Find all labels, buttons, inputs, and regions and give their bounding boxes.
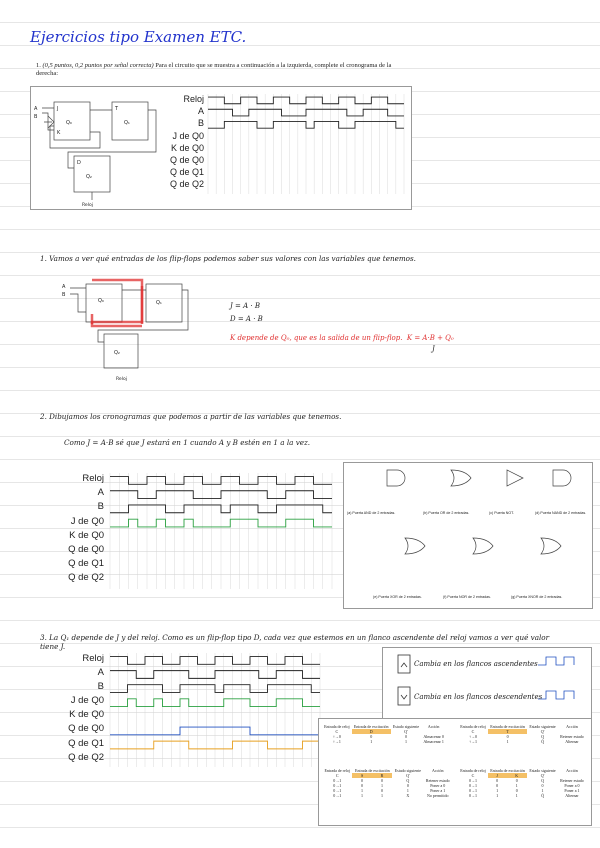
- signal-label: Reloj: [82, 473, 104, 484]
- ff-falling-icon: [398, 687, 410, 705]
- signal-label: B: [197, 118, 204, 129]
- svg-text:D: D: [77, 160, 81, 166]
- step1-text: 1. Vamos a ver qué entradas de los flip-flops podemos saber sus valores con las variables que tenemos.: [40, 254, 416, 263]
- svg-text:Reloj: Reloj: [82, 203, 93, 208]
- signal-label: Reloj: [183, 94, 204, 104]
- svg-text:Q₀: Q₀: [98, 298, 104, 304]
- svg-text:Q₁: Q₁: [156, 300, 162, 306]
- clock-wave: [110, 657, 320, 665]
- problem-text: Para el circuito que se muestra a continuación a la izquierda, complete el cronograma de la derecha:: [36, 62, 392, 77]
- timing-diagram-2: [110, 473, 332, 589]
- circuit-diagram: [34, 96, 164, 206]
- rising-edge-label: Cambia en los flancos ascendentes: [414, 660, 538, 668]
- timing-diagram-3: [110, 653, 320, 767]
- signal-label: K de Q0: [170, 142, 204, 153]
- or-gate-icon: [451, 470, 471, 486]
- signal-label: Q de Q1: [68, 558, 104, 570]
- timing-labels-3: [56, 653, 104, 766]
- signal-label: Q de Q0: [68, 543, 104, 555]
- timing-labels-1: [164, 94, 204, 192]
- falling-wave-icon: [538, 691, 574, 699]
- clock-wave: [208, 97, 404, 104]
- svg-text:K: K: [57, 130, 61, 136]
- signal-label: Q de Q2: [169, 179, 204, 190]
- step3-text: 3. La Q₁ depende de J y del reloj. Como es un flip-flop tipo D, cada vez que estemos en un flanco ascendente del reloj vamos a ver qué valor tiene J.: [40, 633, 550, 651]
- svg-text:(b) Puerta OR de 2 entradas.: (b) Puerta OR de 2 entradas.: [423, 511, 470, 515]
- signal-label: Q de Q1: [68, 737, 104, 749]
- t-flipflop-table: Entrada de reloj Entrada de excitación Estado siguiente Acción C T Q' ↑→0 0 Q Retener estado ↑→1 1 Q̄ Alternar: [460, 724, 584, 744]
- signal-label: B: [97, 681, 104, 693]
- jk-flipflop-table: Entrada de reloj Entrada de excitación Estado siguiente Acción C J K Q' 0→1 0 0 Q Retener estado 0→1 0 1 0 Poner a 0 0→1 1 0 1 Poner a 1 0→1 1 1 Q̄ Alternar: [460, 768, 584, 798]
- svg-text:(g) Puerta XNOR de 2 entradas.: (g) Puerta XNOR de 2 entradas.: [511, 595, 563, 599]
- a-wave: [110, 671, 320, 679]
- signal-label: Q de Q1: [169, 167, 204, 178]
- signal-label: Q de Q0: [169, 154, 204, 165]
- page-title: Ejercicios tipo Examen ETC.: [30, 28, 247, 46]
- signal-label: A: [97, 667, 104, 679]
- edge-legend-drawing: [382, 647, 590, 717]
- step2-text: 2. Dibujamos los cronogramas que podemos a partir de las variables que tenemos.: [40, 412, 342, 421]
- svg-text:Q₀: Q₀: [66, 120, 72, 126]
- svg-text:(e) Puerta XOR de 2 entradas.: (e) Puerta XOR de 2 entradas.: [373, 595, 422, 599]
- equation-j: J = A · B: [230, 302, 260, 310]
- signal-label: Q de Q0: [68, 723, 104, 735]
- problem-points: (0,5 puntos, 0,2 puntos por señal correcta): [42, 62, 154, 69]
- svg-text:(f) Puerta NOR de 2 entradas.: (f) Puerta NOR de 2 entradas.: [443, 595, 491, 599]
- step2-note: Como J = A·B sé que J estará en 1 cuando A y B estén en 1 a la vez.: [64, 438, 311, 447]
- svg-text:(c) Puerta NOT.: (c) Puerta NOT.: [489, 511, 514, 515]
- svg-text:J: J: [57, 106, 59, 112]
- signal-label: B: [97, 501, 104, 513]
- svg-text:B: B: [62, 292, 66, 298]
- signal-label: Q de Q2: [68, 751, 104, 763]
- svg-text:Q₁: Q₁: [124, 120, 130, 126]
- nand-gate-icon: [553, 470, 571, 486]
- a-wave: [110, 491, 332, 499]
- problem-number: 1.: [36, 62, 41, 69]
- svg-text:Reloj: Reloj: [116, 377, 127, 382]
- equation-k: K depende de Q₀, que es la salida de un flip-flop. K = A·B + Q₀: [230, 334, 454, 342]
- signal-label: Reloj: [82, 653, 104, 664]
- signal-label: J de Q0: [172, 130, 204, 141]
- equation-d: D = A · B: [230, 315, 263, 323]
- rising-wave-icon: [538, 657, 574, 665]
- a-wave: [208, 109, 404, 116]
- d-flipflop-table: Entrada de reloj Entrada de excitación Estado siguiente Acción C D Q' ↑→0 0 0 Almacenar 0 ↑→1 1 1 Almacenar 1: [324, 724, 444, 744]
- equation-k-denominator: J: [432, 345, 435, 353]
- ff-rising-icon: [398, 655, 410, 673]
- circuit-label-a: A: [34, 106, 38, 112]
- b-wave: [208, 121, 404, 128]
- signal-label: A: [197, 106, 204, 117]
- logic-gates-drawings: [343, 462, 591, 607]
- xor-gate-icon: [405, 538, 425, 554]
- circuit-label-b: B: [34, 114, 38, 120]
- signal-label: J de Q0: [70, 695, 104, 707]
- signal-label: A: [97, 487, 104, 499]
- signal-label: Q de Q2: [68, 572, 104, 584]
- circuit-diagram-annotated: [62, 276, 192, 386]
- not-gate-icon: [507, 470, 523, 486]
- svg-text:Q₂: Q₂: [114, 350, 120, 356]
- svg-text:(a) Puerta AND de 2 entradas.: (a) Puerta AND de 2 entradas.: [347, 511, 396, 515]
- clock-wave: [110, 477, 332, 485]
- problem-statement: [36, 62, 406, 78]
- timing-diagram-1: [208, 94, 404, 194]
- b-wave: [110, 685, 320, 693]
- svg-text:T: T: [115, 106, 119, 112]
- signal-label: K de Q0: [69, 709, 104, 721]
- svg-text:Q₂: Q₂: [86, 174, 92, 180]
- svg-text:(d) Puerta NAND de 2 entradas.: (d) Puerta NAND de 2 entradas.: [535, 511, 587, 515]
- signal-label: J de Q0: [70, 515, 104, 527]
- timing-labels-2: [60, 473, 104, 587]
- signal-label: K de Q0: [69, 529, 104, 541]
- and-gate-icon: [387, 470, 405, 486]
- b-wave: [110, 505, 332, 513]
- nor-gate-icon: [473, 538, 493, 554]
- xnor-gate-icon: [541, 538, 561, 554]
- sr-flipflop-table: Entrada de reloj Entrada de excitación Estado siguiente Acción C S R Q' 0→1 0 0 Q Retener estado 0→1 0 1 0 Poner a 0 0→1 1 0 1 Poner a 1 0→1 1 1 X No permitido: [324, 768, 450, 798]
- svg-text:A: A: [62, 284, 66, 290]
- falling-edge-label: Cambia en los flancos descendentes: [414, 693, 543, 701]
